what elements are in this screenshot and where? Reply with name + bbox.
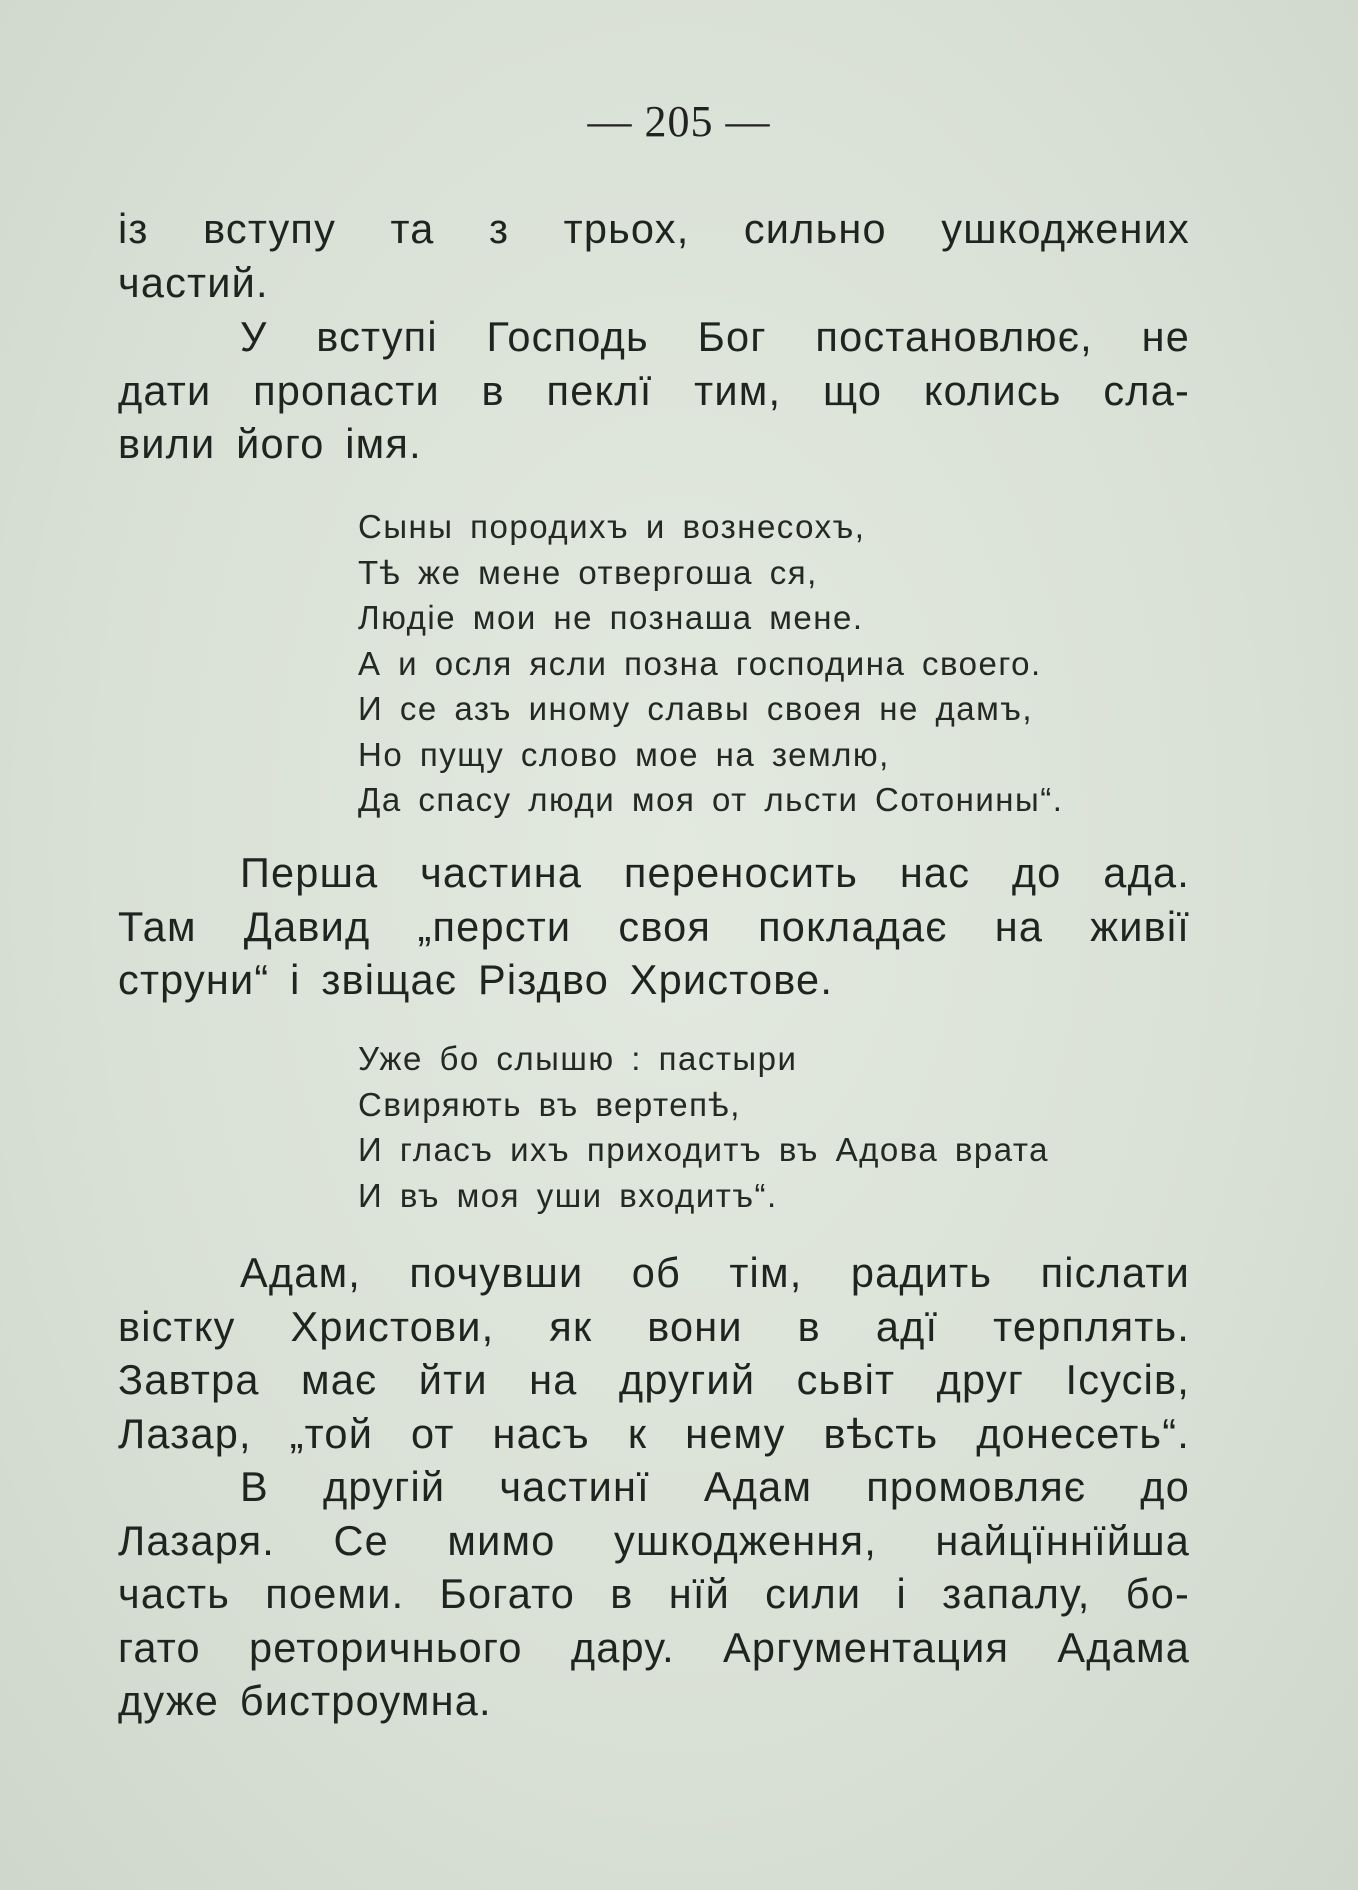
verse-line: А и осля ясли позна господина своего. [358,644,1042,682]
verse-line: И въ моя уши входитъ“. [358,1176,778,1214]
text-line: часть поеми. Богато в нїй сили і запалу, бо- [118,1570,1190,1617]
verse-line: Свиряють въ вертепѣ, [358,1085,741,1123]
paragraph-5 [118,1460,1190,1728]
text-line: дуже бистроумна. [118,1677,492,1724]
text-line: Перша частина переносить нас до ада. [240,849,1190,896]
verse-line: Но пущу слово мое на землю, [358,735,890,773]
verse-line: Уже бо слышю : пастыри [358,1040,798,1077]
verse-line: Людіе мои не познаша мене. [358,599,864,636]
text-line: гато реторичнього дару. Аргументация Адама [118,1623,1190,1671]
text-line: Завтра має йти на другий сьвіт друг Ісусів, [118,1356,1190,1403]
verse-line: Да спасу люди моя от льсти Сотонины“. [358,781,1064,818]
text-line: У вступі Господь Бог постановлює, не [240,313,1190,360]
text-line: Адам, почувши об тім, радить післати [240,1249,1190,1296]
verse-quote-2 [358,1036,1049,1218]
verse-quote-1 [358,504,1063,823]
text-line: вили його імя. [118,420,422,467]
page-number: — 205 — [587,97,771,146]
paragraph-3 [118,846,1190,1007]
verse-line: Сыны породихъ и вознесохъ, [358,508,866,545]
text-line: частий. [118,258,269,306]
text-line: Лазаря. Се мимо ушкодження, найцїннїйша [118,1516,1190,1564]
text-line: із вступу та з трьох, сильно ушкоджених [118,205,1190,252]
verse-line: И гласъ ихъ приходитъ въ Адова врата [358,1131,1049,1168]
text-line: дати пропасти в пеклї тим, що колись сла- [118,366,1190,414]
text-line: Лазар, „той от насъ к нему вѣсть донесеть“. [118,1409,1190,1457]
paragraph-2 [118,310,1190,471]
text-line: вістку Христови, як вони в адї терплять. [118,1302,1190,1350]
verse-line: Тѣ же мене отвергоша ся, [358,553,818,591]
text-line: Там Давид „персти своя покладає на живії [118,902,1190,950]
text-line: В другій частинї Адам промовляє до [240,1463,1190,1510]
verse-line: И се азъ иному славы своея не дамъ, [358,690,1034,727]
paragraph-1 [118,202,1190,309]
text-line: струни“ і звіщає Різдво Христове. [118,956,834,1003]
paragraph-4 [118,1246,1190,1460]
